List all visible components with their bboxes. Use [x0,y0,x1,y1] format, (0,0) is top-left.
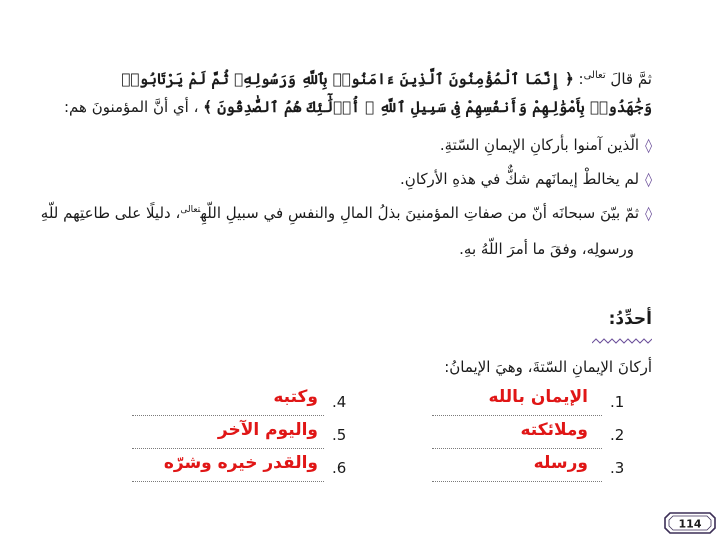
item-number: 1. [610,393,625,411]
bullet-item: ◊الّذين آمنوا بأركانِ الإيمانِ السّتةِ. [439,136,652,154]
bullet-item: ◊لم يخالطْ إيمانَهم شكٌّ في هذهِ الأركانِ. [400,170,652,188]
answer-text: الإيمان بالله [488,387,588,407]
exercise-heading: أحدِّدُ: [608,309,652,329]
intro-lead: ثمَّ قالَ [610,70,652,88]
diamond-icon: ◊ [645,172,652,188]
answer-row-6 [112,453,352,481]
answer-text: وكتبه [273,387,318,407]
bullet-item: ◊ثمّ بيّنَ سبحانَه أنّ من صفاتِ المؤمنينَ بذلُ المالِ والنفسِ في سبيلِ اللّهِ$^{تعالى}$، دليلًا على طاعتِهم للّهِ [40,204,652,222]
page-number: 114 [678,517,702,531]
answer-text: ورسله [533,453,588,473]
page-number-frame-icon [664,512,716,534]
item-number: 3. [610,459,625,477]
item-number: 4. [332,393,347,411]
item-number: 5. [332,426,347,444]
answer-row-1 [390,387,630,415]
answer-text: واليوم الآخر [217,420,318,440]
answer-line[interactable] [432,387,602,416]
answer-line[interactable] [132,453,324,482]
answer-row-2 [390,420,630,448]
diamond-icon: ◊ [645,206,652,222]
intro-paragraph: ثمَّ قالَ $^{تعالى}$: ﴿ إِنَّمَا ٱلْمُؤْمِنُونَ ٱلَّذِينَ ءَامَنُوا۟ بِٱللَّهِ وَرَسُولِهِۦ ثُمَّ لَمْ يَرْتَابُوا۟ وَجَٰهَدُوا۟ بِأَمْوَٰلِهِمْ وَأَنفُسِهِمْ فِى سَبِيلِ ٱللَّهِ ۚ أُو۟لَٰٓئِكَ هُمُ ٱلصَّٰدِقُونَ ﴾ ، أي أنَّ المؤمنونَ هم: [63,70,652,116]
bullet-continuation: ورسولِه، وفقَ ما أمرَ اللّهُ بهِ. [459,240,634,258]
answer-line[interactable] [432,420,602,449]
intro-tail: ، أي أنَّ المؤمنونَ هم: [63,98,199,116]
answer-text: وملائكته [520,420,588,440]
item-number: 2. [610,426,625,444]
answer-row-4 [112,387,352,415]
taala-mark: تعالى [583,70,606,81]
taala-mark: تعالى [180,205,201,215]
answer-text: والقدر خيره وشرّه [163,453,318,473]
answer-row-5 [112,420,352,448]
quran-verse: ﴿ إِنَّمَا ٱلْمُؤْمِنُونَ ٱلَّذِينَ ءَامَنُوا۟ بِٱللَّهِ وَرَسُولِهِۦ ثُمَّ لَمْ يَرْتَابُوا۟ وَجَٰهَدُوا۟ بِأَمْوَٰلِهِمْ وَأَنفُسِهِمْ فِى سَبِيلِ ٱللَّهِ ۚ أُو۟لَٰٓئِكَ هُمُ ٱلصَّٰدِقُونَ ﴾ [121,70,652,116]
answer-row-3 [390,453,630,481]
answer-line[interactable] [132,387,324,416]
item-number: 6. [332,459,347,477]
exercise-prompt: أركانَ الإيمانِ السّتةَ، وهيَ الإيمانُ: [444,358,652,376]
answer-line[interactable] [432,453,602,482]
answer-line[interactable] [132,420,324,449]
diamond-icon: ◊ [645,138,652,154]
zigzag-divider-icon [592,337,652,345]
